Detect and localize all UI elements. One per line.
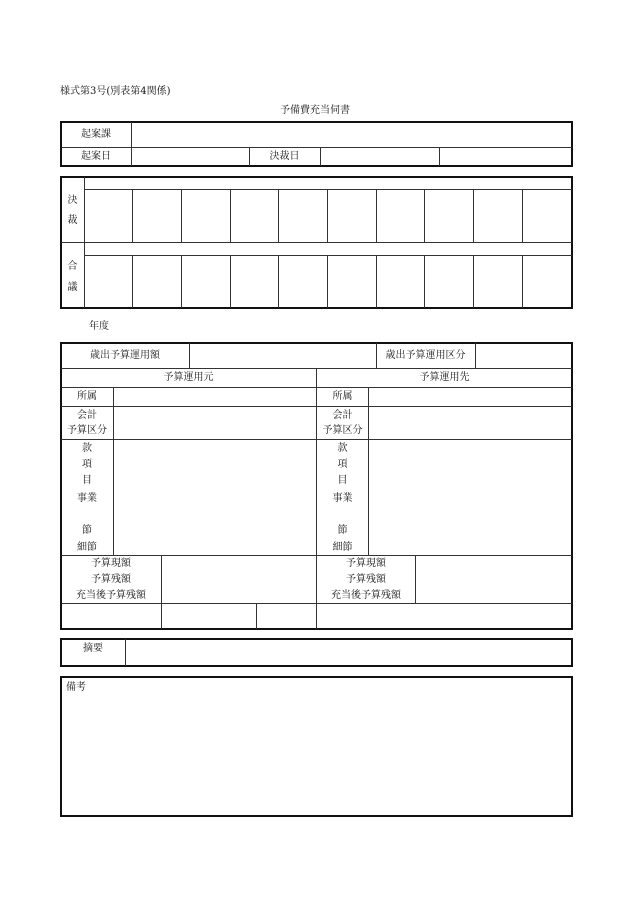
label-kessai-1: 決 [67, 195, 78, 206]
dst-shozoku-field[interactable] [369, 388, 572, 406]
kessai-bi-field[interactable] [321, 148, 439, 166]
bikou-box[interactable] [60, 676, 573, 817]
src-zangaku: 予算残額 [91, 574, 131, 585]
dst-amount-field[interactable] [416, 556, 572, 603]
label-dest: 予算運用先 [419, 372, 470, 383]
dst-zangaku: 予算残額 [346, 574, 386, 585]
dst-kan: 款 [337, 443, 348, 454]
stamp-divider [376, 256, 377, 308]
stamp-divider [376, 190, 377, 242]
src-kou: 項 [82, 459, 92, 470]
src-shozoku-field[interactable] [114, 388, 316, 406]
dst-shozoku: 所属 [332, 391, 353, 402]
stamp-divider [522, 256, 523, 308]
stamp-divider [132, 256, 133, 308]
dst-setsu: 節 [337, 525, 348, 536]
stamp-divider [181, 190, 182, 242]
kian-bi-field[interactable] [132, 148, 249, 166]
src-genkaku: 予算現額 [91, 558, 131, 569]
label-aigi-2: 議 [67, 282, 78, 293]
stamp-divider [230, 190, 231, 242]
form-number: 様式第3号(別表第4関係) [60, 86, 171, 97]
stamp-divider [327, 190, 328, 242]
src-jigyou: 事業 [77, 493, 97, 504]
src-juutougo: 充当後予算残額 [76, 590, 146, 601]
label-kessai-2: 裁 [67, 215, 78, 226]
src-shozoku: 所属 [77, 391, 97, 402]
tekiyou-field[interactable] [126, 639, 572, 666]
stamp-divider [132, 190, 133, 242]
src-saisetsu: 細節 [77, 542, 97, 553]
src-kaikei: 会計 [77, 410, 97, 421]
src-moku: 目 [82, 475, 92, 486]
form-title: 予備費充当伺書 [280, 105, 350, 116]
saishutsu-gaku-field[interactable] [190, 343, 376, 368]
kian-ka-field[interactable] [132, 122, 572, 146]
src-kan: 款 [82, 443, 92, 454]
src-amount-field[interactable] [162, 556, 316, 603]
dst-genkaku: 予算現額 [346, 558, 386, 569]
stamp-divider [522, 190, 523, 242]
stamp-divider [424, 256, 425, 308]
dst-kaikei: 会計 [332, 410, 353, 421]
saishutsu-kubun-field[interactable] [476, 343, 572, 368]
dst-detail-field[interactable] [369, 440, 572, 555]
label-source: 予算運用元 [163, 372, 214, 383]
src-setsu: 節 [82, 525, 92, 536]
src-detail-field[interactable] [114, 440, 316, 555]
label-kian-bi: 起案日 [81, 151, 111, 162]
stamp-divider [473, 256, 474, 308]
stamp-divider [424, 190, 425, 242]
dst-moku: 目 [337, 475, 348, 486]
nendo-label: 年度 [89, 321, 109, 332]
dst-saisetsu: 細節 [332, 542, 353, 553]
src-yosan-kubun: 予算区分 [67, 425, 107, 436]
label-aigi-1: 合 [67, 261, 78, 272]
src-kaikei-field[interactable] [114, 407, 316, 439]
dst-yosan-kubun: 予算区分 [322, 425, 363, 436]
stamp-divider [473, 190, 474, 242]
dst-jigyou: 事業 [332, 493, 353, 504]
stamp-divider [181, 256, 182, 308]
dst-juutougo: 充当後予算残額 [331, 590, 401, 601]
stamp-divider [327, 256, 328, 308]
stamp-divider [278, 256, 279, 308]
dst-kaikei-field[interactable] [369, 407, 572, 439]
label-kessai-bi: 決裁日 [269, 151, 300, 162]
stamp-divider [230, 256, 231, 308]
stamp-divider [278, 190, 279, 242]
label-saishutsu-kubun: 歳出予算運用区分 [385, 350, 466, 361]
label-bikou: 備考 [66, 682, 86, 693]
label-kian-ka: 起案課 [81, 129, 111, 140]
label-saishutsu-gaku: 歳出予算運用額 [90, 350, 160, 361]
dst-kou: 項 [337, 459, 348, 470]
label-tekiyou: 摘要 [83, 643, 103, 654]
